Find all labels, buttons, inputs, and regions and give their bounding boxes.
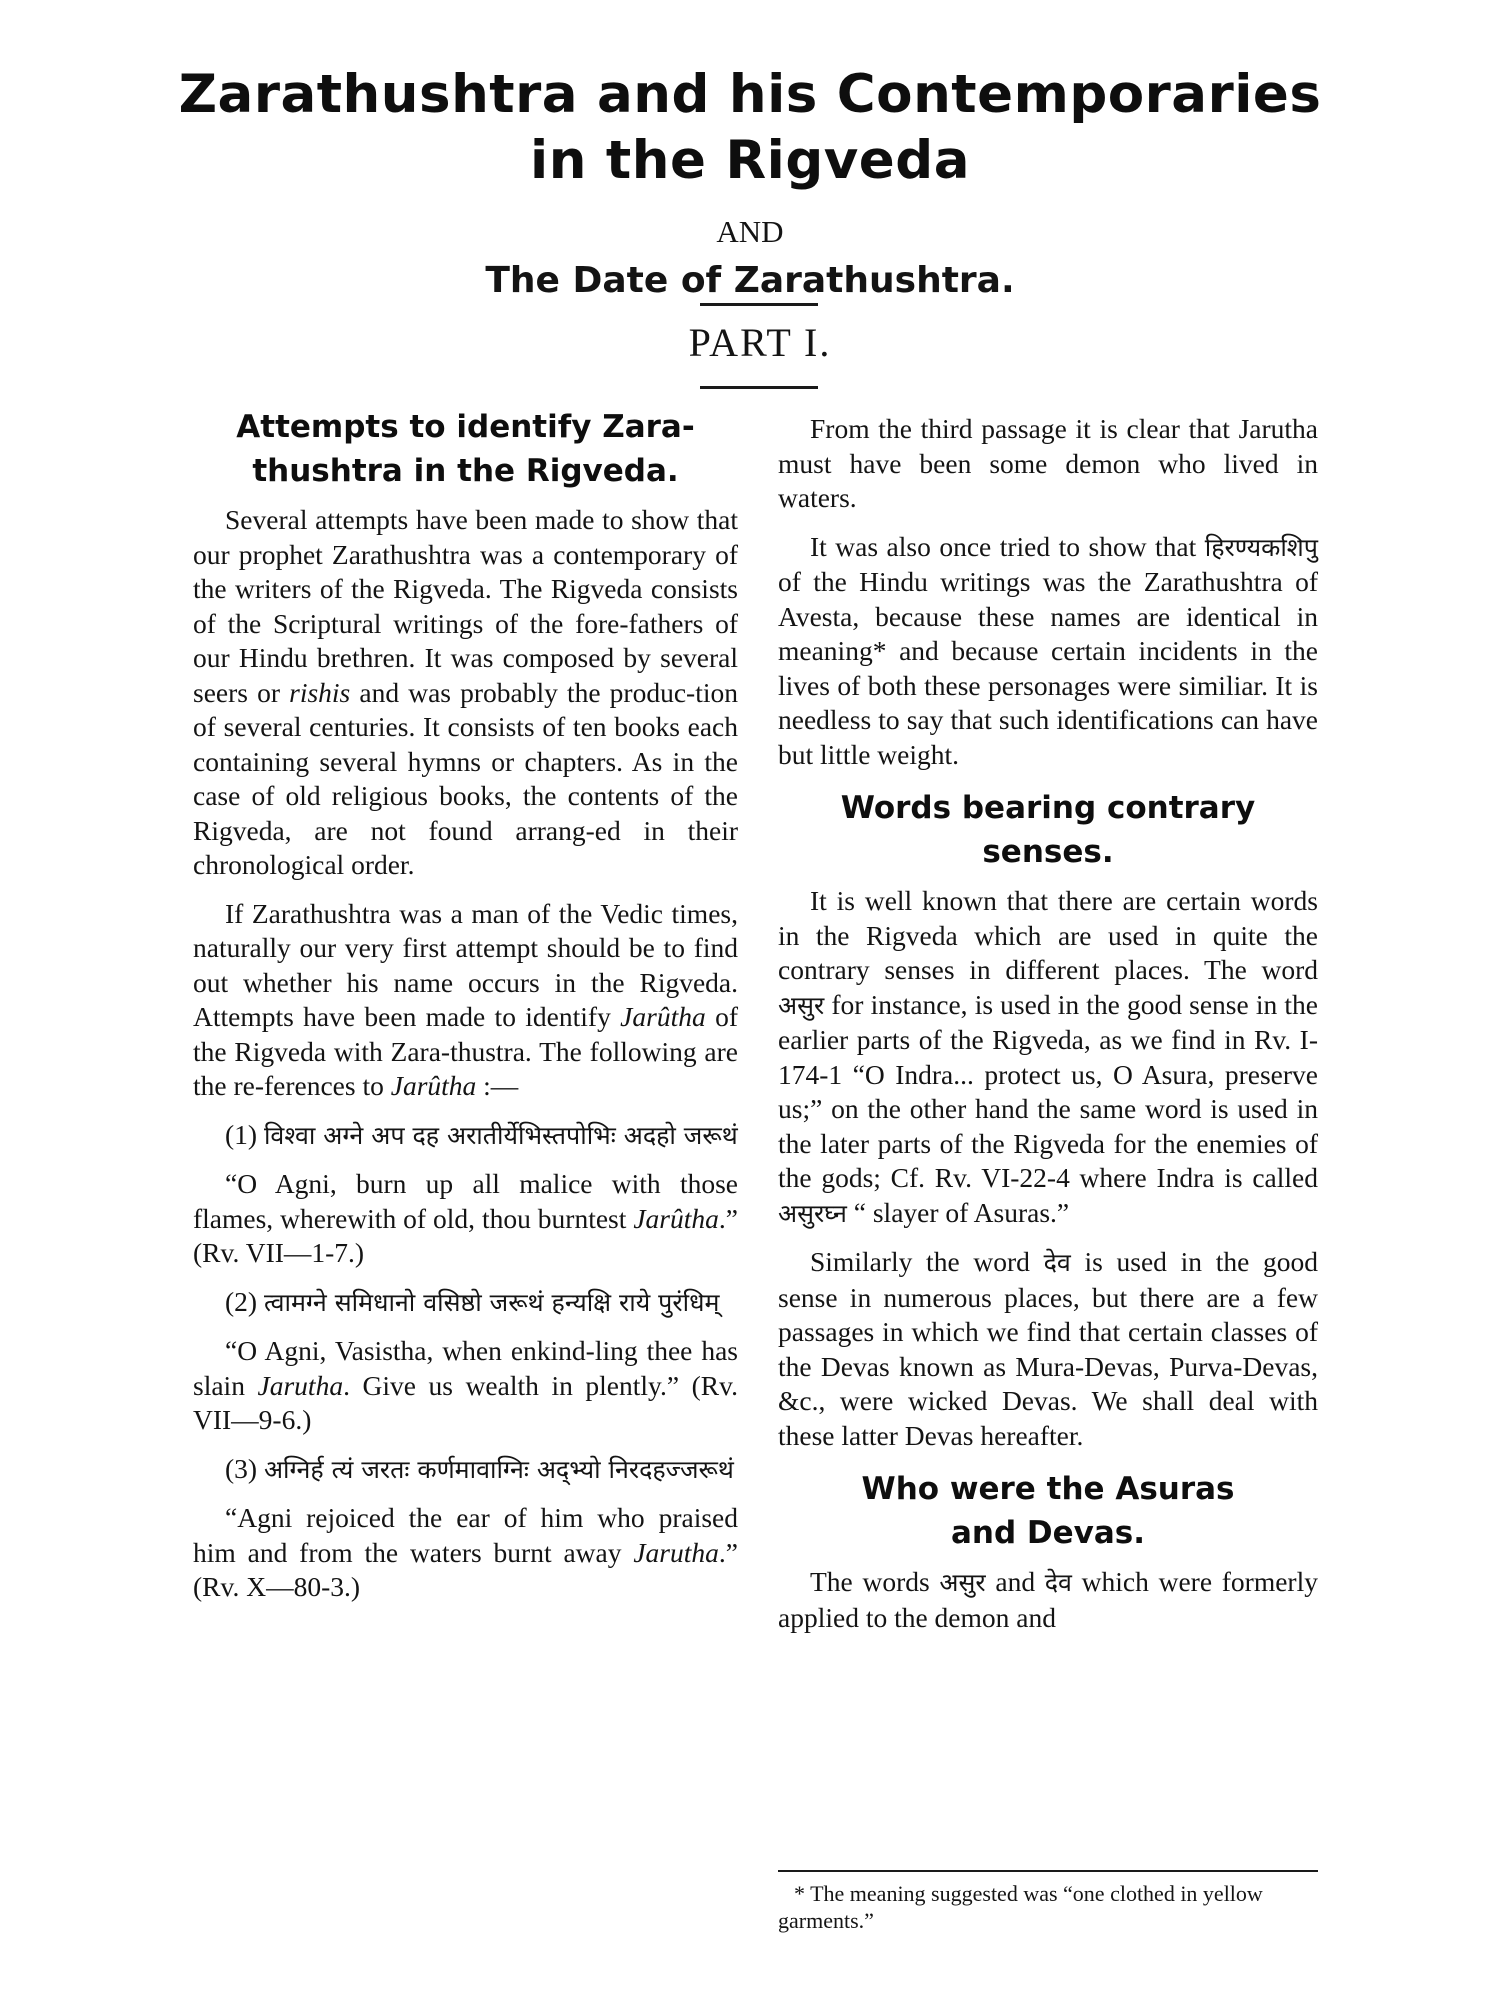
- italic-text: Jarutha: [633, 1536, 719, 1568]
- title-and: AND: [716, 214, 784, 249]
- heading-line: and Devas.: [950, 1515, 1146, 1551]
- footnote-rule: [778, 1870, 1318, 1872]
- text: The words: [810, 1566, 940, 1597]
- italic-text: Jarutha: [257, 1369, 344, 1401]
- text: “O Agni, Vasistha, when enkind-ling thee has slain: [193, 1335, 738, 1401]
- italic-text: Jarûtha: [390, 1070, 477, 1101]
- section-heading-asuras: [778, 1467, 1318, 1555]
- text: of the Hindu writings was the Zarathushtra of Avesta, because these names are identical in meaning* and because certain incidents in the lives of both these personages were similiar. It is needless to say that such identifications can have but little weight.: [778, 566, 1318, 770]
- italic-text: Jarûtha: [620, 1001, 706, 1032]
- italic-text: rishis: [289, 676, 351, 708]
- paragraph: [778, 884, 1318, 1231]
- sanskrit-text: असुरघ्न: [778, 1198, 847, 1228]
- text: Several attempts have been made to show that our prophet Zarathushtra was a contemporary of the writers of the Rigveda. The Rigveda consists of the Scriptural writings of the fore-fathers of our Hindu brethren. It was composed by several seers or: [193, 504, 738, 708]
- quote-number: (3): [225, 1452, 258, 1484]
- paragraph: [778, 1245, 1318, 1453]
- footnote: * The meaning suggested was “one clothed in yellow garments.”: [778, 1881, 1263, 1933]
- sanskrit-text: देव: [1044, 1568, 1072, 1597]
- text: If Zarathushtra was a man of the Vedic times, naturally our very first attempt should be to find out whether his name occurs in the Rigveda. Attempts have been made to identify: [193, 897, 738, 1032]
- heading-line: Words bearing contrary: [840, 790, 1256, 826]
- sanskrit-quote: [193, 1452, 738, 1488]
- text: “O Agni, burn up all malice with those flames, wherewith of old, thou burntest: [193, 1168, 738, 1234]
- text: “Agni rejoiced the ear of him who praised him and from the waters burnt away: [193, 1502, 738, 1568]
- sanskrit-quote: [193, 1285, 738, 1321]
- text: is used in the good sense in numerous places, but there are a few passages in which we find that certain classes of the Devas known as Mura-Devas, Purva-Devas, &c., were wicked Devas. We shall deal with these latter Devas hereafter.: [778, 1246, 1318, 1451]
- text: .” (Rv. VII—1-7.): [193, 1202, 738, 1268]
- text: It was also once tried to show that: [810, 530, 1205, 562]
- section-heading-words: [778, 786, 1318, 874]
- text: Similarly the word: [810, 1246, 1044, 1277]
- sanskrit-text: देव: [1043, 1248, 1071, 1277]
- section-heading-attempts: [193, 405, 738, 493]
- sanskrit-text: अग्निर्ह त्यं जरतः कर्णमावाग्निः अद्भ्यो निरदहज्जरूथं: [263, 1454, 734, 1484]
- text: and: [985, 1566, 1045, 1597]
- translation: [193, 1334, 738, 1438]
- quote-number: (1): [225, 1118, 258, 1150]
- right-column: [778, 412, 1318, 1649]
- text: . Give us wealth in plently.” (Rv. VII—9-6.): [193, 1369, 738, 1435]
- sanskrit-text: विश्वा अग्ने अप दह अरातीर्येभिस्तपोभिः अदहो जरूथं: [263, 1120, 738, 1150]
- paragraph: From the third passage it is clear that Jarutha must have been some demon who lived in waters.: [778, 413, 1318, 513]
- text: :—: [476, 1070, 519, 1101]
- translation: [193, 1501, 738, 1605]
- text: .” (Rv. X—80-3.): [193, 1536, 738, 1602]
- heading-line: thushtra in the Rigveda.: [252, 453, 679, 489]
- sanskrit-text: असुर: [778, 990, 825, 1020]
- text: “ slayer of Asuras.”: [846, 1196, 1070, 1228]
- text: which were formerly applied to the demon and: [778, 1566, 1318, 1633]
- italic-text: Jarûtha: [633, 1202, 719, 1234]
- sanskrit-text: असुर: [939, 1568, 986, 1597]
- heading-line: senses.: [982, 834, 1114, 870]
- left-column: [193, 405, 738, 1619]
- quote-number: (2): [225, 1285, 258, 1317]
- heading-line: Attempts to identify Zara-: [236, 409, 695, 445]
- paragraph: [778, 530, 1318, 773]
- rule-above-part: [700, 303, 818, 306]
- title-line-1: Zarathushtra and his Contemporaries: [178, 64, 1322, 125]
- paragraph: [778, 1565, 1318, 1635]
- text: and was probably the produc-tion of several centuries. It consists of ten books each containing several hymns or chapters. As in the case of old religious books, the contents of the Rigveda, are not found arrang-ed in their chronological order.: [193, 676, 738, 880]
- paragraph: [193, 897, 738, 1104]
- rule-below-part: [700, 386, 818, 389]
- title-line-2: in the Rigveda: [530, 130, 970, 191]
- heading-line: Who were the Asuras: [861, 1471, 1235, 1507]
- part-heading: PART I.: [688, 320, 832, 365]
- paragraph: [193, 503, 738, 883]
- sanskrit-quote: [193, 1118, 738, 1154]
- translation: [193, 1167, 738, 1271]
- sanskrit-text: त्वामग्ने समिधानो वसिष्ठो जरूथं हन्यक्षि राये पुरंधिम्: [263, 1287, 720, 1317]
- text: of the Rigveda with Zara-thustra. The following are the re-ferences to: [193, 1001, 738, 1101]
- text: for instance, is used in the good sense in the earlier parts of the Rigveda, as we find in Rv. I-174-1 “O Indra... protect us, O Asura, preserve us;” on the other hand the same word is used in the later parts of the Rigveda for the enemies of the gods; Cf. Rv. VI-22-4 where Indra is called: [778, 988, 1318, 1193]
- title-block: [170, 62, 1330, 304]
- sanskrit-text: हिरण्यकशिपु: [1204, 532, 1318, 562]
- subtitle: The Date of Zarathushtra.: [485, 260, 1015, 301]
- text: It is well known that there are certain words in the Rigveda which are used in quite the contrary senses in different places. The word: [778, 885, 1318, 985]
